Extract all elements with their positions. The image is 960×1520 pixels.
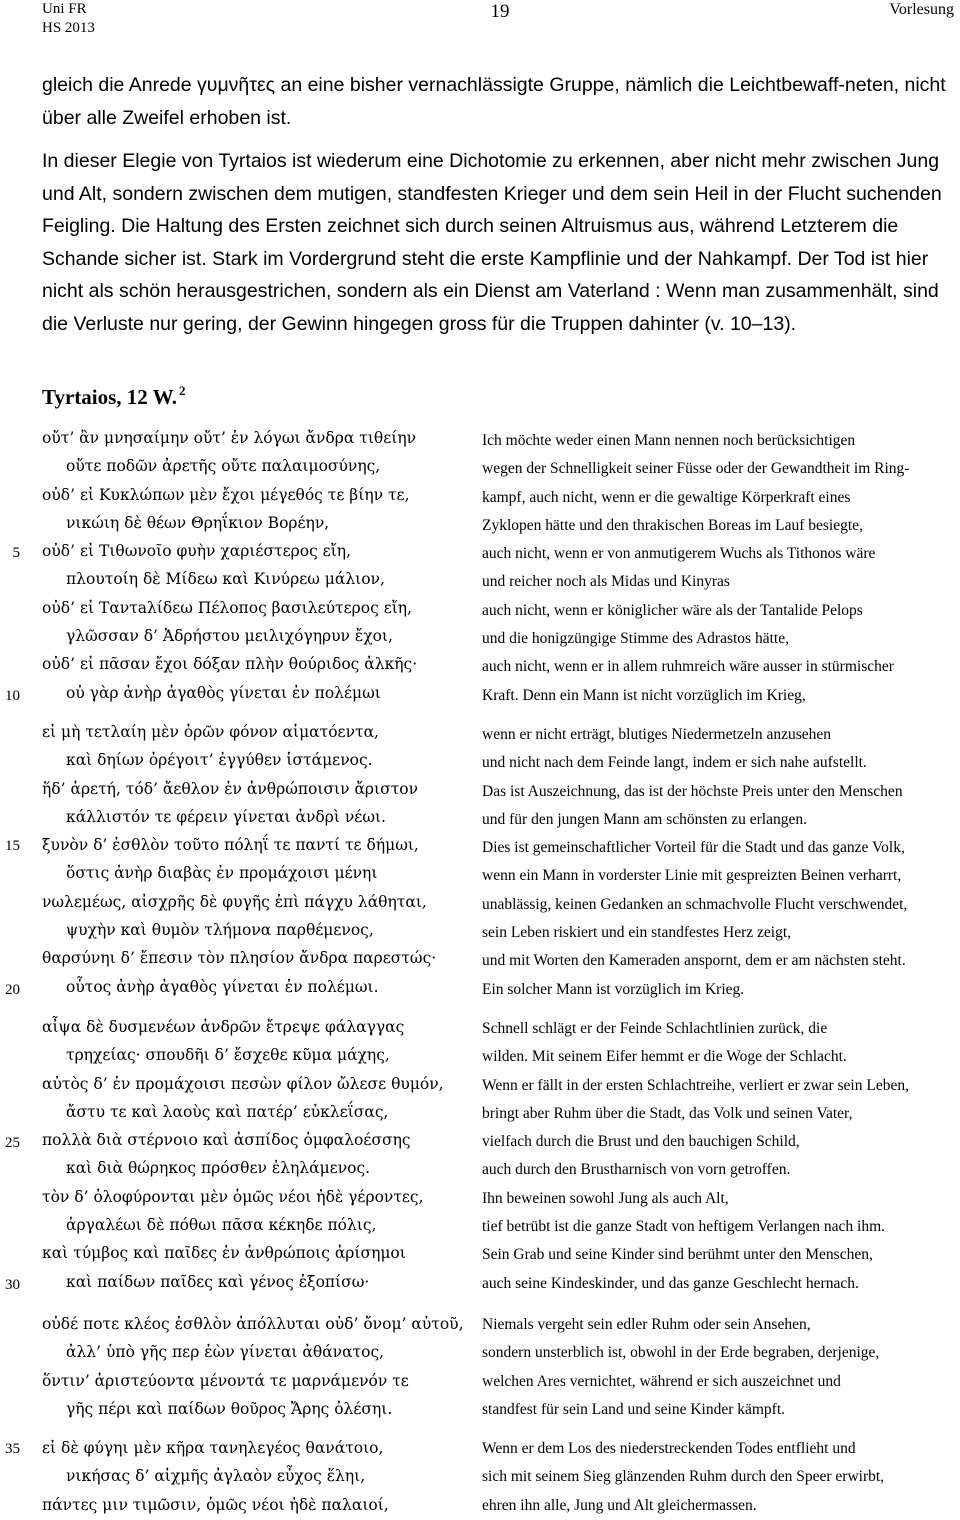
line-number-35: 35	[5, 1441, 20, 1457]
line-number-5: 5	[12, 545, 20, 561]
greek-line: ἀλλ’ ὑπὸ γῆς περ ἐὼν γίνεται ἀθάνατος,	[66, 1343, 385, 1362]
greek-stanza-4	[42, 1310, 472, 1423]
line-number-25: 25	[5, 1135, 20, 1151]
german-line: auch seine Kindeskinder, und das ganze Geschlecht hernach.	[482, 1274, 859, 1292]
german-line: Ein solcher Mann ist vorzüglich im Krieg.	[482, 980, 745, 998]
german-line: unablässig, keinen Gedanken an schmachvolle Flucht verschwendet,	[482, 895, 908, 913]
german-line: Zyklopen hätte und den thrakischen Boreas im Lauf besiegte,	[482, 516, 863, 534]
greek-line: αἶψα δὲ δυσμενέων ἀνδρῶν ἔτρεψε φάλαγγας	[42, 1018, 405, 1036]
german-line: auch nicht, wenn er in allem ruhmreich wäre ausser in stürmischer	[482, 658, 894, 676]
greek-line: τὸν δ’ ὀλοφύρονται μὲν ὁμῶς νέοι ἠδὲ γέροντες,	[42, 1187, 424, 1206]
greek-line: ὅστις ἀνὴρ διαβὰς ἐν προμάχοισι μένηι	[66, 864, 378, 883]
header-semester: HS 2013	[42, 20, 95, 36]
german-line: auch durch den Brustharnisch von vorn getroffen.	[482, 1161, 791, 1179]
german-line: auch nicht, wenn er von anmutigerem Wuchs als Tithonos wäre	[482, 545, 876, 563]
german-line: standfest für sein Land und seine Kinder kämpft.	[482, 1400, 786, 1418]
german-line: Wenn er dem Los des niederstreckenden Todes entflieht und	[482, 1440, 856, 1457]
german-line: bringt aber Ruhm über die Stadt, das Volk und seinen Vater,	[482, 1104, 853, 1122]
greek-line: ἀργαλέωι δὲ πόθωι πᾶσα κέκηδε πόλις,	[66, 1216, 377, 1235]
greek-line: εἰ δὲ φύγηι μὲν κῆρα τανηλεγέος θανάτοιο,	[42, 1439, 384, 1457]
german-line: wenn er nicht erträgt, blutiges Niedermetzeln anzusehen	[482, 726, 832, 743]
greek-line: νικώιη δὲ θέων Θρηΐκιον Βορέην,	[66, 513, 330, 532]
german-line: wilden. Mit seinem Eifer hemmt er die Woge der Schlacht.	[482, 1048, 847, 1066]
page-number: 19	[490, 1, 510, 22]
german-stanza-2	[482, 721, 957, 1004]
line-number-30: 30	[5, 1277, 20, 1293]
greek-line: νωλεμέως, αἰσχρῆς δὲ φυγῆς ἐπὶ πάγχυ λάθηται,	[42, 892, 427, 911]
greek-stanza-3	[42, 1013, 472, 1296]
greek-line: ψυχὴν καὶ θυμὸν τλήμονα παρθέμενος,	[66, 921, 374, 940]
greek-line: οὐδέ ποτε κλέος ἐσθλὸν ἀπόλλυται οὐδ’ ὄνομ’ αὐτοῦ,	[42, 1315, 464, 1333]
greek-line: οὐ γὰρ ἀνὴρ ἀγαθὸς γίνεται ἐν πολέμωι	[66, 683, 381, 702]
header-course-type: Vorlesung	[889, 1, 954, 18]
greek-line: κάλλιστόν τε φέρειν γίνεται ἀνδρὶ νέωι.	[66, 807, 386, 826]
german-line: und nicht nach dem Feinde langt, indem er sich nahe aufstellt.	[482, 754, 867, 772]
greek-line: οὐδ’ εἰ Κυκλώπων μὲν ἔχοι μέγεθός τε βίην τε,	[42, 485, 410, 504]
greek-line: οὐδ’ εἰ Τιθωνοῖο φυὴν χαριέστερος εἴη,	[42, 542, 352, 561]
greek-line: πολλὰ διὰ στέρνοιο καὶ ἀσπίδος ὀμφαλοέσσης	[42, 1131, 411, 1150]
german-line: wegen der Schnelligkeit seiner Füsse oder der Gewandtheit im Ring-	[482, 460, 910, 478]
greek-line: αὐτὸς δ’ ἐν προμάχοισι πεσὼν φίλον ὤλεσε θυμόν,	[42, 1074, 444, 1093]
german-line: Wenn er fällt in der ersten Schlachtreihe, verliert er zwar sein Leben,	[482, 1076, 909, 1094]
german-line: welchen Ares vernichtet, während er sich auszeichnet und	[482, 1372, 841, 1390]
greek-line: οὔτ’ ἂν μνησαίμην οὔτ’ ἐν λόγωι ἄνδρα τιθείην	[42, 429, 417, 447]
greek-line: οὐδ’ εἰ Ταντaλίδεω Πέλοπος βασιλεύτερος εἴη,	[42, 598, 413, 617]
german-line: Niemals vergeht sein edler Ruhm oder sein Ansehen,	[482, 1316, 811, 1333]
greek-line: οὗτος ἀνὴρ ἀγαθὸς γίνεται ἐν πολέμωι.	[66, 977, 379, 996]
greek-stanza-2	[42, 718, 472, 1001]
greek-line: γῆς πέρι καὶ παίδων θοῦρος Ἄρης ὀλέσηι.	[66, 1399, 393, 1418]
greek-line: γλῶσσαν δ’ Ἀδρήστου μειλιχόγηρυν ἔχοι,	[66, 627, 393, 646]
german-line: und reicher noch als Midas und Kinyras	[482, 573, 730, 591]
poem-title	[42, 384, 185, 410]
german-line: Kraft. Denn ein Mann ist nicht vorzüglich im Krieg,	[482, 686, 806, 704]
german-line: auch nicht, wenn er königlicher wäre als der Tantalide Pelops	[482, 601, 863, 619]
german-line: sondern unsterblich ist, obwohl in der Erde begraben, derjenige,	[482, 1344, 880, 1362]
german-line: vielfach durch die Brust und den bauchigen Schild,	[482, 1133, 800, 1151]
header-university: Uni FR	[42, 1, 87, 17]
german-line: und mit Worten den Kameraden anspornt, dem er am nächsten steht.	[482, 952, 906, 970]
greek-line: καὶ δηίων ὀρέγοιτ’ ἐγγύθεν ἱστάμενος.	[66, 751, 373, 770]
german-stanza-4	[482, 1311, 957, 1424]
german-line: tief betrübt ist die ganze Stadt von heftigem Verlangen nach ihm.	[482, 1218, 886, 1236]
german-line: Ihn beweinen sowohl Jung als auch Alt,	[482, 1189, 729, 1207]
greek-line: θαρσύνηι δ’ ἔπεσιν τὸν πλησίον ἄνδρα παρεστώς·	[42, 949, 437, 968]
german-line: sein Leben riskiert und ein standfestes Herz zeigt,	[482, 924, 792, 942]
greek-line: ὅντιν’ ἀριστεύοντα μένοντά τε μαρνάμενόν τε	[42, 1371, 409, 1390]
line-number-10: 10	[5, 688, 20, 704]
german-line: und für den jungen Mann am schönsten zu erlangen.	[482, 810, 807, 828]
german-stanza-5	[482, 1435, 957, 1520]
greek-line: ξυνὸν δ’ ἐσθλὸν τοῦτο πόληΐ τε παντί τε δήμωι,	[42, 836, 419, 855]
greek-line: ἄστυ τε καὶ λαοὺς καὶ πατέρ’ εὐκλεΐσας,	[66, 1102, 389, 1121]
line-number-20: 20	[5, 982, 20, 998]
german-line: Das ist Auszeichnung, das ist der höchste Preis unter den Menschen	[482, 782, 903, 800]
greek-line: οὐδ’ εἰ πᾶσαν ἔχοι δόξαν πλὴν θούριδος ἀλκῆς·	[42, 655, 418, 674]
greek-line: πάντες μιν τιμῶσιν, ὁμῶς νέοι ἠδὲ παλαιοί,	[42, 1495, 389, 1514]
greek-stanza-1	[42, 424, 472, 707]
greek-line: οὔτε ποδῶν ἀρετῆς οὔτε παλαιμοσύνης,	[66, 457, 381, 476]
german-line: wenn ein Mann in vorderster Linie mit gespreizten Beinen verharrt,	[482, 867, 902, 885]
german-line: Schnell schlägt er der Feinde Schlachtlinien zurück, die	[482, 1020, 828, 1037]
greek-line: ἥδ’ ἀρετή, τόδ’ ἄεθλον ἐν ἀνθρώποισιν ἄριστον	[42, 779, 419, 798]
german-stanza-1	[482, 427, 957, 710]
poem-title-superscript: 2	[178, 383, 186, 398]
greek-line: εἰ μὴ τετλαίη μὲν ὁρῶν φόνον αἱματόεντα,	[42, 723, 379, 741]
greek-line: καὶ παίδων παῖδες καὶ γένος ἐξοπίσω·	[66, 1272, 370, 1291]
greek-line: καὶ διὰ θώρηκος πρόσθεν ἐληλάμενος.	[66, 1159, 371, 1178]
german-line: Ich möchte weder einen Mann nennen noch berücksichtigen	[482, 432, 856, 449]
german-line: kampf, auch nicht, wenn er die gewaltige Körperkraft eines	[482, 488, 851, 506]
greek-stanza-5	[42, 1434, 472, 1519]
line-number-15: 15	[5, 838, 20, 854]
poem-title-text: Tyrtaios, 12 W.	[42, 385, 177, 409]
german-line: Dies ist gemeinschaftlicher Vorteil für die Stadt und das ganze Volk,	[482, 839, 905, 857]
german-line: ehren ihn alle, Jung und Alt gleichermassen.	[482, 1496, 757, 1514]
german-line: sich mit seinem Sieg glänzenden Ruhm durch den Speer erwirbt,	[482, 1468, 885, 1486]
greek-line: πλουτοίη δὲ Μίδεω καὶ Κινύρεω μάλιον,	[66, 570, 385, 589]
intro-paragraph-2: In dieser Elegie von Tyrtaios ist wiederum eine Dichotomie zu erkennen, aber nicht mehr zwischen Jung und Alt, sondern zwischen dem mutigen, standfesten Krieger und dem sein Heil in der Flucht suchenden Feigling. Die Haltung des Ersten zeichnet sich durch seinen Altruismus aus, während Letzterem die Schande sicher ist. Stark im Vordergrund steht die erste Kampflinie und der Nahkampf. Der Tod ist hier nicht als schön herausgestrichen, sondern als ein Dienst am Vaterland : Wenn man zusammenhält, sind die Verluste nur gering, der Gewinn hingegen gross für die Truppen dahinter (v. 10–13).	[42, 150, 942, 335]
greek-line: τρηχείας· σπουδῆι δ’ ἔσχεθε κῦμα μάχης,	[66, 1046, 390, 1065]
intro-paragraph-1: gleich die Anrede γυμνῆτες an eine bisher vernachlässigte Gruppe, nämlich die Leichtbewaff-neten, nicht über alle Zweifel erhoben ist.	[42, 74, 946, 129]
greek-line: καὶ τύμβος καὶ παῖδες ἐν ἀνθρώποις ἀρίσημοι	[42, 1244, 406, 1263]
greek-line: νικήσας δ’ αἰχμῆς ἀγλαὸν εὖχος ἕληι,	[66, 1467, 366, 1486]
german-line: und die honigzüngige Stimme des Adrastos hätte,	[482, 630, 789, 648]
german-line: Sein Grab und seine Kinder sind berühmt unter den Menschen,	[482, 1246, 873, 1264]
german-stanza-3	[482, 1015, 957, 1298]
